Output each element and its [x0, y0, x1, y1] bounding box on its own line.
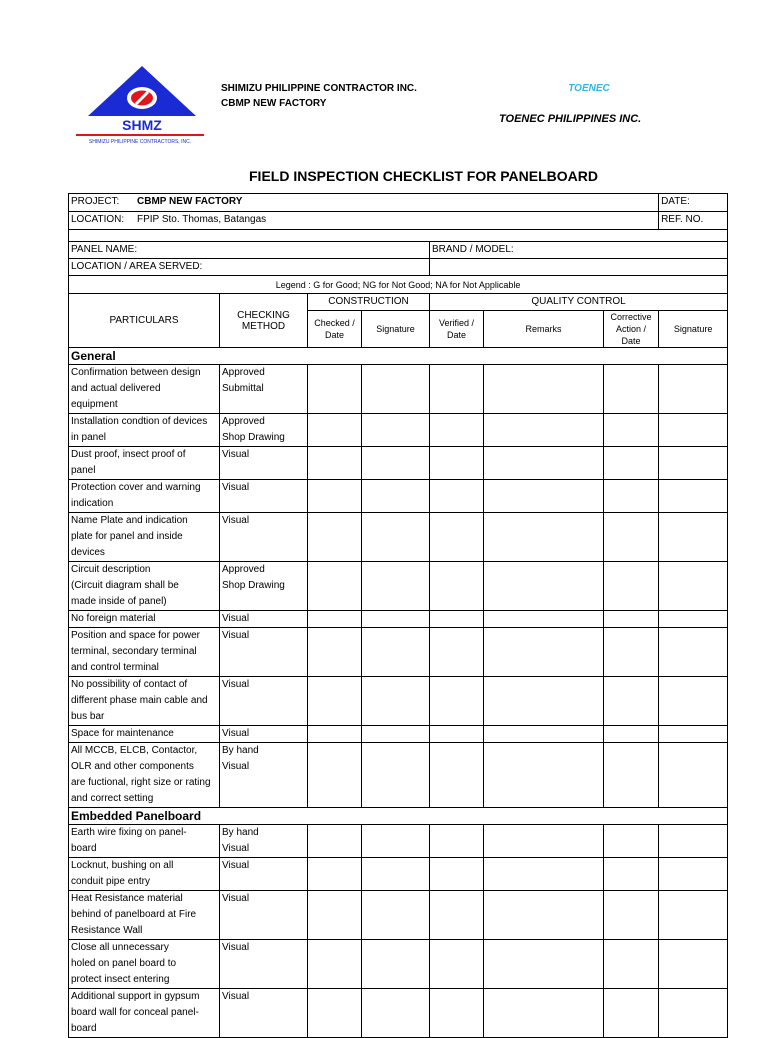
- item-particulars: [69, 611, 220, 628]
- signature-cell[interactable]: [362, 989, 430, 1038]
- item-line: OLR and other components: [71, 761, 194, 772]
- checklist-row: [69, 447, 728, 480]
- item-line: holed on panel board to: [71, 958, 177, 969]
- company-name: SHIMIZU PHILIPPINE CONTRACTOR INC.: [221, 83, 417, 94]
- item-particulars: [69, 891, 220, 940]
- item-particulars: [69, 825, 220, 858]
- checked-date-cell[interactable]: [308, 365, 362, 414]
- checklist-row: [69, 414, 728, 447]
- item-line: protect insect entering: [71, 974, 170, 985]
- item-line: Heat Resistance material: [71, 893, 183, 904]
- ref-cell[interactable]: [659, 212, 728, 230]
- signature-cell[interactable]: [362, 480, 430, 513]
- item-line: Dust proof, insect proof of: [71, 449, 186, 460]
- corrective-cell[interactable]: [604, 989, 659, 1038]
- qc-signature-cell[interactable]: [659, 743, 728, 808]
- checklist-row: [69, 562, 728, 611]
- item-particulars: [69, 480, 220, 513]
- area-blank-cell: [430, 259, 728, 276]
- corrective-cell[interactable]: [604, 891, 659, 940]
- item-line: and actual delivered: [71, 383, 161, 394]
- checklist-row: [69, 365, 728, 414]
- section-title: Embedded Panelboard: [69, 808, 728, 825]
- item-method: [220, 480, 308, 513]
- checklist-row: [69, 611, 728, 628]
- area-served-cell[interactable]: [69, 259, 430, 276]
- partner-name: TOENEC PHILIPPINES INC.: [499, 113, 642, 125]
- item-method: [220, 858, 308, 891]
- col-particulars: PARTICULARS: [69, 294, 220, 348]
- item-line: board wall for conceal panel-: [71, 1007, 199, 1018]
- qc-signature-cell[interactable]: [659, 989, 728, 1038]
- col-remarks: Remarks: [484, 311, 604, 348]
- method-line: Visual: [222, 893, 250, 904]
- verified-date-cell[interactable]: [430, 989, 484, 1038]
- location-value: FPIP Sto. Thomas, Batangas: [137, 214, 267, 225]
- section-row: [69, 348, 728, 365]
- checklist-row: [69, 628, 728, 677]
- remarks-cell[interactable]: [484, 743, 604, 808]
- verified-date-cell[interactable]: [430, 677, 484, 726]
- item-particulars: [69, 414, 220, 447]
- project-cell: [69, 194, 659, 212]
- item-line: Position and space for power: [71, 630, 200, 641]
- checked-date-cell[interactable]: [308, 858, 362, 891]
- method-line: Approved: [222, 416, 265, 427]
- item-line: bus bar: [71, 711, 105, 722]
- item-line: Name Plate and indication: [71, 515, 188, 526]
- method-line: By hand: [222, 827, 259, 838]
- verified-date-cell[interactable]: [430, 513, 484, 562]
- toenec-logo: [552, 81, 626, 93]
- item-line: indication: [71, 498, 114, 509]
- item-method: [220, 726, 308, 743]
- signature-cell[interactable]: [362, 858, 430, 891]
- qc-signature-cell[interactable]: [659, 562, 728, 611]
- item-particulars: [69, 726, 220, 743]
- brand-model-cell[interactable]: [430, 242, 728, 259]
- qc-signature-cell[interactable]: [659, 611, 728, 628]
- brand-label: BRAND / MODEL:: [432, 244, 514, 255]
- toenec-logo-text: TOENEC: [568, 83, 610, 93]
- location-cell: [69, 212, 659, 230]
- remarks-cell[interactable]: [484, 726, 604, 743]
- method-line: Approved: [222, 564, 265, 575]
- verified-date-cell[interactable]: [430, 825, 484, 858]
- verified-date-cell[interactable]: [430, 414, 484, 447]
- remarks-cell[interactable]: [484, 858, 604, 891]
- item-particulars: [69, 743, 220, 808]
- method-line: Shop Drawing: [222, 580, 285, 591]
- item-method: [220, 611, 308, 628]
- checked-date-cell[interactable]: [308, 989, 362, 1038]
- item-method: [220, 891, 308, 940]
- checked-date-cell[interactable]: [308, 513, 362, 562]
- location-label: LOCATION:: [71, 214, 125, 225]
- verified-date-cell[interactable]: [430, 743, 484, 808]
- item-line: conduit pipe entry: [71, 876, 150, 887]
- checklist-table: [68, 193, 728, 1038]
- signature-cell[interactable]: [362, 414, 430, 447]
- header-project-name: CBMP NEW FACTORY: [221, 98, 327, 109]
- verified-date-cell[interactable]: [430, 365, 484, 414]
- method-line: Visual: [222, 679, 250, 690]
- logo-subtitle: SHIMIZU PHILIPPINE CONTRACTORS, INC.: [88, 139, 192, 145]
- document-title: FIELD INSPECTION CHECKLIST FOR PANELBOARD: [249, 168, 598, 184]
- item-line: and control terminal: [71, 662, 159, 673]
- checklist-row: [69, 989, 728, 1038]
- signature-cell[interactable]: [362, 677, 430, 726]
- item-method: [220, 940, 308, 989]
- corrective-cell[interactable]: [604, 414, 659, 447]
- item-line: Protection cover and warning: [71, 482, 201, 493]
- item-line: different phase main cable and: [71, 695, 208, 706]
- method-line: Visual: [222, 761, 250, 772]
- verified-date-cell[interactable]: [430, 726, 484, 743]
- corrective-cell[interactable]: [604, 513, 659, 562]
- corrective-cell[interactable]: [604, 365, 659, 414]
- shimizu-logo: [76, 64, 208, 148]
- signature-cell[interactable]: [362, 513, 430, 562]
- item-particulars: [69, 562, 220, 611]
- panel-name-label: PANEL NAME:: [71, 244, 138, 255]
- checklist-row: [69, 858, 728, 891]
- item-method: [220, 677, 308, 726]
- method-line: Visual: [222, 860, 250, 871]
- section-title: General: [69, 348, 728, 365]
- qc-signature-cell[interactable]: [659, 365, 728, 414]
- item-particulars: [69, 365, 220, 414]
- checked-date-cell[interactable]: [308, 677, 362, 726]
- verified-date-cell[interactable]: [430, 562, 484, 611]
- checked-date-cell[interactable]: [308, 611, 362, 628]
- col-signature: Signature: [362, 311, 430, 348]
- verified-date-cell[interactable]: [430, 611, 484, 628]
- checklist-row: [69, 480, 728, 513]
- method-line: Visual: [222, 630, 250, 641]
- item-line: and correct setting: [71, 793, 154, 804]
- col-construction: CONSTRUCTION: [308, 294, 430, 311]
- verified-date-cell[interactable]: [430, 891, 484, 940]
- item-line: in panel: [71, 432, 107, 443]
- corrective-cell[interactable]: [604, 480, 659, 513]
- legend: Legend : G for Good; NG for Not Good; NA for Not Applicable: [69, 276, 728, 294]
- item-line: plate for panel and inside: [71, 531, 183, 542]
- item-particulars: [69, 858, 220, 891]
- qc-signature-cell[interactable]: [659, 858, 728, 891]
- panel-name-cell[interactable]: [69, 242, 430, 259]
- checked-date-cell[interactable]: [308, 480, 362, 513]
- item-line: Additional support in gypsum: [71, 991, 200, 1002]
- col-verified-date: Verified / Date: [430, 311, 484, 348]
- item-line: Circuit description: [71, 564, 151, 575]
- checklist-row: [69, 677, 728, 726]
- method-line: Submittal: [222, 383, 264, 394]
- item-particulars: [69, 513, 220, 562]
- item-method: [220, 628, 308, 677]
- item-method: [220, 414, 308, 447]
- col-corrective: Corrective Action / Date: [604, 311, 659, 348]
- remarks-cell[interactable]: [484, 677, 604, 726]
- signature-cell[interactable]: [362, 365, 430, 414]
- signature-cell[interactable]: [362, 940, 430, 989]
- item-line: equipment: [71, 399, 118, 410]
- checklist-row: [69, 513, 728, 562]
- checked-date-cell[interactable]: [308, 447, 362, 480]
- remarks-cell[interactable]: [484, 891, 604, 940]
- corrective-cell[interactable]: [604, 677, 659, 726]
- remarks-cell[interactable]: [484, 414, 604, 447]
- method-line: Visual: [222, 613, 250, 624]
- item-line: Close all unnecessary: [71, 942, 169, 953]
- qc-signature-cell[interactable]: [659, 513, 728, 562]
- method-line: Shop Drawing: [222, 432, 285, 443]
- item-method: [220, 825, 308, 858]
- date-label: DATE:: [661, 196, 690, 207]
- project-value: CBMP NEW FACTORY: [137, 196, 243, 207]
- checked-date-cell[interactable]: [308, 414, 362, 447]
- method-line: Visual: [222, 991, 250, 1002]
- checked-date-cell[interactable]: [308, 825, 362, 858]
- checked-date-cell[interactable]: [308, 891, 362, 940]
- method-line: By hand: [222, 745, 259, 756]
- item-method: [220, 743, 308, 808]
- qc-signature-cell[interactable]: [659, 628, 728, 677]
- checked-date-cell[interactable]: [308, 628, 362, 677]
- checklist-row: [69, 891, 728, 940]
- item-line: made inside of panel): [71, 596, 167, 607]
- item-line: board: [71, 1023, 97, 1034]
- verified-date-cell[interactable]: [430, 940, 484, 989]
- remarks-cell[interactable]: [484, 480, 604, 513]
- remarks-cell[interactable]: [484, 513, 604, 562]
- qc-signature-cell[interactable]: [659, 414, 728, 447]
- qc-signature-cell[interactable]: [659, 940, 728, 989]
- checked-date-cell[interactable]: [308, 940, 362, 989]
- col-signature-qc: Signature: [659, 311, 728, 348]
- qc-signature-cell[interactable]: [659, 825, 728, 858]
- col-quality-control: QUALITY CONTROL: [430, 294, 728, 311]
- verified-date-cell[interactable]: [430, 480, 484, 513]
- item-line: Installation condtion of devices: [71, 416, 208, 427]
- qc-signature-cell[interactable]: [659, 480, 728, 513]
- signature-cell[interactable]: [362, 891, 430, 940]
- item-line: panel: [71, 465, 96, 476]
- item-particulars: [69, 989, 220, 1038]
- checklist-row: [69, 825, 728, 858]
- item-line: terminal, secondary terminal: [71, 646, 197, 657]
- spacer-row: [69, 230, 728, 242]
- item-line: No foreign material: [71, 613, 156, 624]
- checked-date-cell[interactable]: [308, 743, 362, 808]
- method-line: Visual: [222, 942, 250, 953]
- qc-signature-cell[interactable]: [659, 447, 728, 480]
- qc-signature-cell[interactable]: [659, 726, 728, 743]
- remarks-cell[interactable]: [484, 447, 604, 480]
- item-line: board: [71, 843, 97, 854]
- item-line: Confirmation between design: [71, 367, 201, 378]
- item-particulars: [69, 628, 220, 677]
- remarks-cell[interactable]: [484, 628, 604, 677]
- corrective-cell[interactable]: [604, 562, 659, 611]
- remarks-cell[interactable]: [484, 940, 604, 989]
- corrective-cell[interactable]: [604, 628, 659, 677]
- section-row: [69, 808, 728, 825]
- method-line: Visual: [222, 449, 250, 460]
- item-line: (Circuit diagram shall be: [71, 580, 179, 591]
- item-line: All MCCB, ELCB, Contactor,: [71, 745, 198, 756]
- method-line: Visual: [222, 843, 250, 854]
- ref-label: REF. NO.: [661, 214, 704, 225]
- signature-cell[interactable]: [362, 825, 430, 858]
- col-checked-date: Checked / Date: [308, 311, 362, 348]
- signature-cell[interactable]: [362, 447, 430, 480]
- method-line: Visual: [222, 515, 250, 526]
- qc-signature-cell[interactable]: [659, 677, 728, 726]
- area-label: LOCATION / AREA SERVED:: [71, 261, 203, 272]
- item-line: devices: [71, 547, 105, 558]
- checked-date-cell[interactable]: [308, 562, 362, 611]
- item-particulars: [69, 940, 220, 989]
- signature-cell[interactable]: [362, 628, 430, 677]
- item-line: are fuctional, right size or rating: [71, 777, 211, 788]
- remarks-cell[interactable]: [484, 611, 604, 628]
- remarks-cell[interactable]: [484, 365, 604, 414]
- date-cell[interactable]: [659, 194, 728, 212]
- checked-date-cell[interactable]: [308, 726, 362, 743]
- item-line: Locknut, bushing on all: [71, 860, 174, 871]
- corrective-cell[interactable]: [604, 825, 659, 858]
- signature-cell[interactable]: [362, 743, 430, 808]
- item-method: [220, 562, 308, 611]
- corrective-cell[interactable]: [604, 858, 659, 891]
- signature-cell[interactable]: [362, 726, 430, 743]
- signature-cell[interactable]: [362, 562, 430, 611]
- method-line: Visual: [222, 482, 250, 493]
- checklist-row: [69, 940, 728, 989]
- remarks-cell[interactable]: [484, 562, 604, 611]
- remarks-cell[interactable]: [484, 825, 604, 858]
- method-line: Approved: [222, 367, 265, 378]
- item-line: Resistance Wall: [71, 925, 143, 936]
- verified-date-cell[interactable]: [430, 858, 484, 891]
- item-line: Space for maintenance: [71, 728, 174, 739]
- method-line: Visual: [222, 728, 250, 739]
- checklist-row: [69, 743, 728, 808]
- verified-date-cell[interactable]: [430, 447, 484, 480]
- item-line: No possibility of contact of: [71, 679, 188, 690]
- item-method: [220, 365, 308, 414]
- item-method: [220, 447, 308, 480]
- verified-date-cell[interactable]: [430, 628, 484, 677]
- item-particulars: [69, 447, 220, 480]
- signature-cell[interactable]: [362, 611, 430, 628]
- item-particulars: [69, 677, 220, 726]
- item-method: [220, 513, 308, 562]
- qc-signature-cell[interactable]: [659, 891, 728, 940]
- corrective-cell[interactable]: [604, 611, 659, 628]
- corrective-cell[interactable]: [604, 743, 659, 808]
- remarks-cell[interactable]: [484, 989, 604, 1038]
- corrective-cell[interactable]: [604, 940, 659, 989]
- item-method: [220, 989, 308, 1038]
- col-checking-method: CHECKING METHOD: [220, 294, 308, 348]
- project-label: PROJECT:: [71, 196, 120, 207]
- logo-text: SHMZ: [122, 117, 162, 133]
- item-line: behind of panelboard at Fire: [71, 909, 197, 920]
- corrective-cell[interactable]: [604, 447, 659, 480]
- corrective-cell[interactable]: [604, 726, 659, 743]
- item-line: Earth wire fixing on panel-: [71, 827, 187, 838]
- checklist-row: [69, 726, 728, 743]
